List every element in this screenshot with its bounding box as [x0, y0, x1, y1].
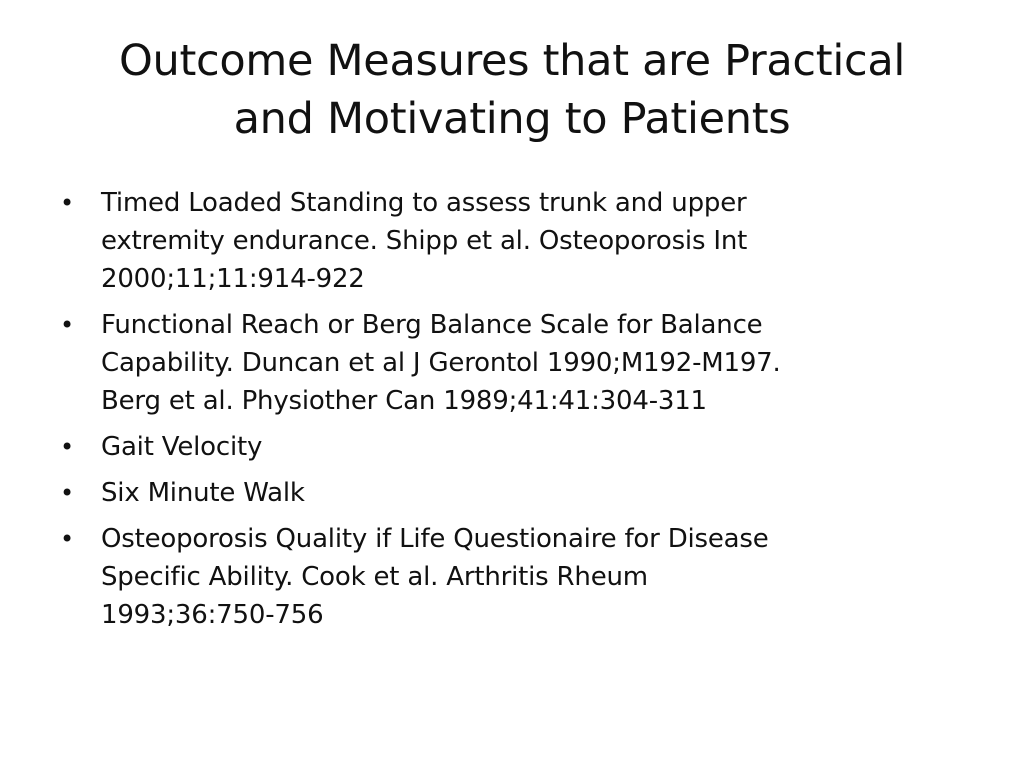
bullet-text-line: Capability. Duncan et al J Gerontol 1990;M192-M197. [101, 348, 781, 378]
slide-title-line: and Motivating to Patients [233, 94, 791, 144]
bullet-text-line: Gait Velocity [101, 432, 263, 462]
bullet-icon: • [60, 479, 74, 507]
bullet-text-line: Specific Ability. Cook et al. Arthritis Rheum [101, 562, 648, 592]
bullet-text-line: Six Minute Walk [101, 478, 305, 508]
bullet-icon: • [60, 525, 74, 553]
bullet-text-line: extremity endurance. Shipp et al. Osteoporosis Int [101, 226, 748, 256]
bullet-icon: • [60, 433, 74, 461]
slide-title-line: Outcome Measures that are Practical [118, 36, 906, 86]
bullet-text-line: Berg et al. Physiother Can 1989;41:41:304-311 [101, 386, 707, 416]
bullet-text-line: 2000;11;11:914-922 [101, 264, 365, 294]
bullet-text-line: Timed Loaded Standing to assess trunk and upper [101, 188, 747, 218]
bullet-item [60, 184, 970, 298]
bullet-icon: • [60, 189, 74, 217]
bullet-item [60, 428, 970, 466]
bullet-item [60, 306, 970, 420]
bullet-text-line: Functional Reach or Berg Balance Scale for Balance [101, 310, 763, 340]
bullet-item [60, 520, 970, 634]
slide-title [40, 32, 984, 148]
bullet-list [60, 184, 970, 642]
bullet-icon: • [60, 311, 74, 339]
bullet-text-line: Osteoporosis Quality if Life Questionaire for Disease [101, 524, 769, 554]
bullet-item [60, 474, 970, 512]
bullet-text-line: 1993;36:750-756 [101, 600, 324, 630]
